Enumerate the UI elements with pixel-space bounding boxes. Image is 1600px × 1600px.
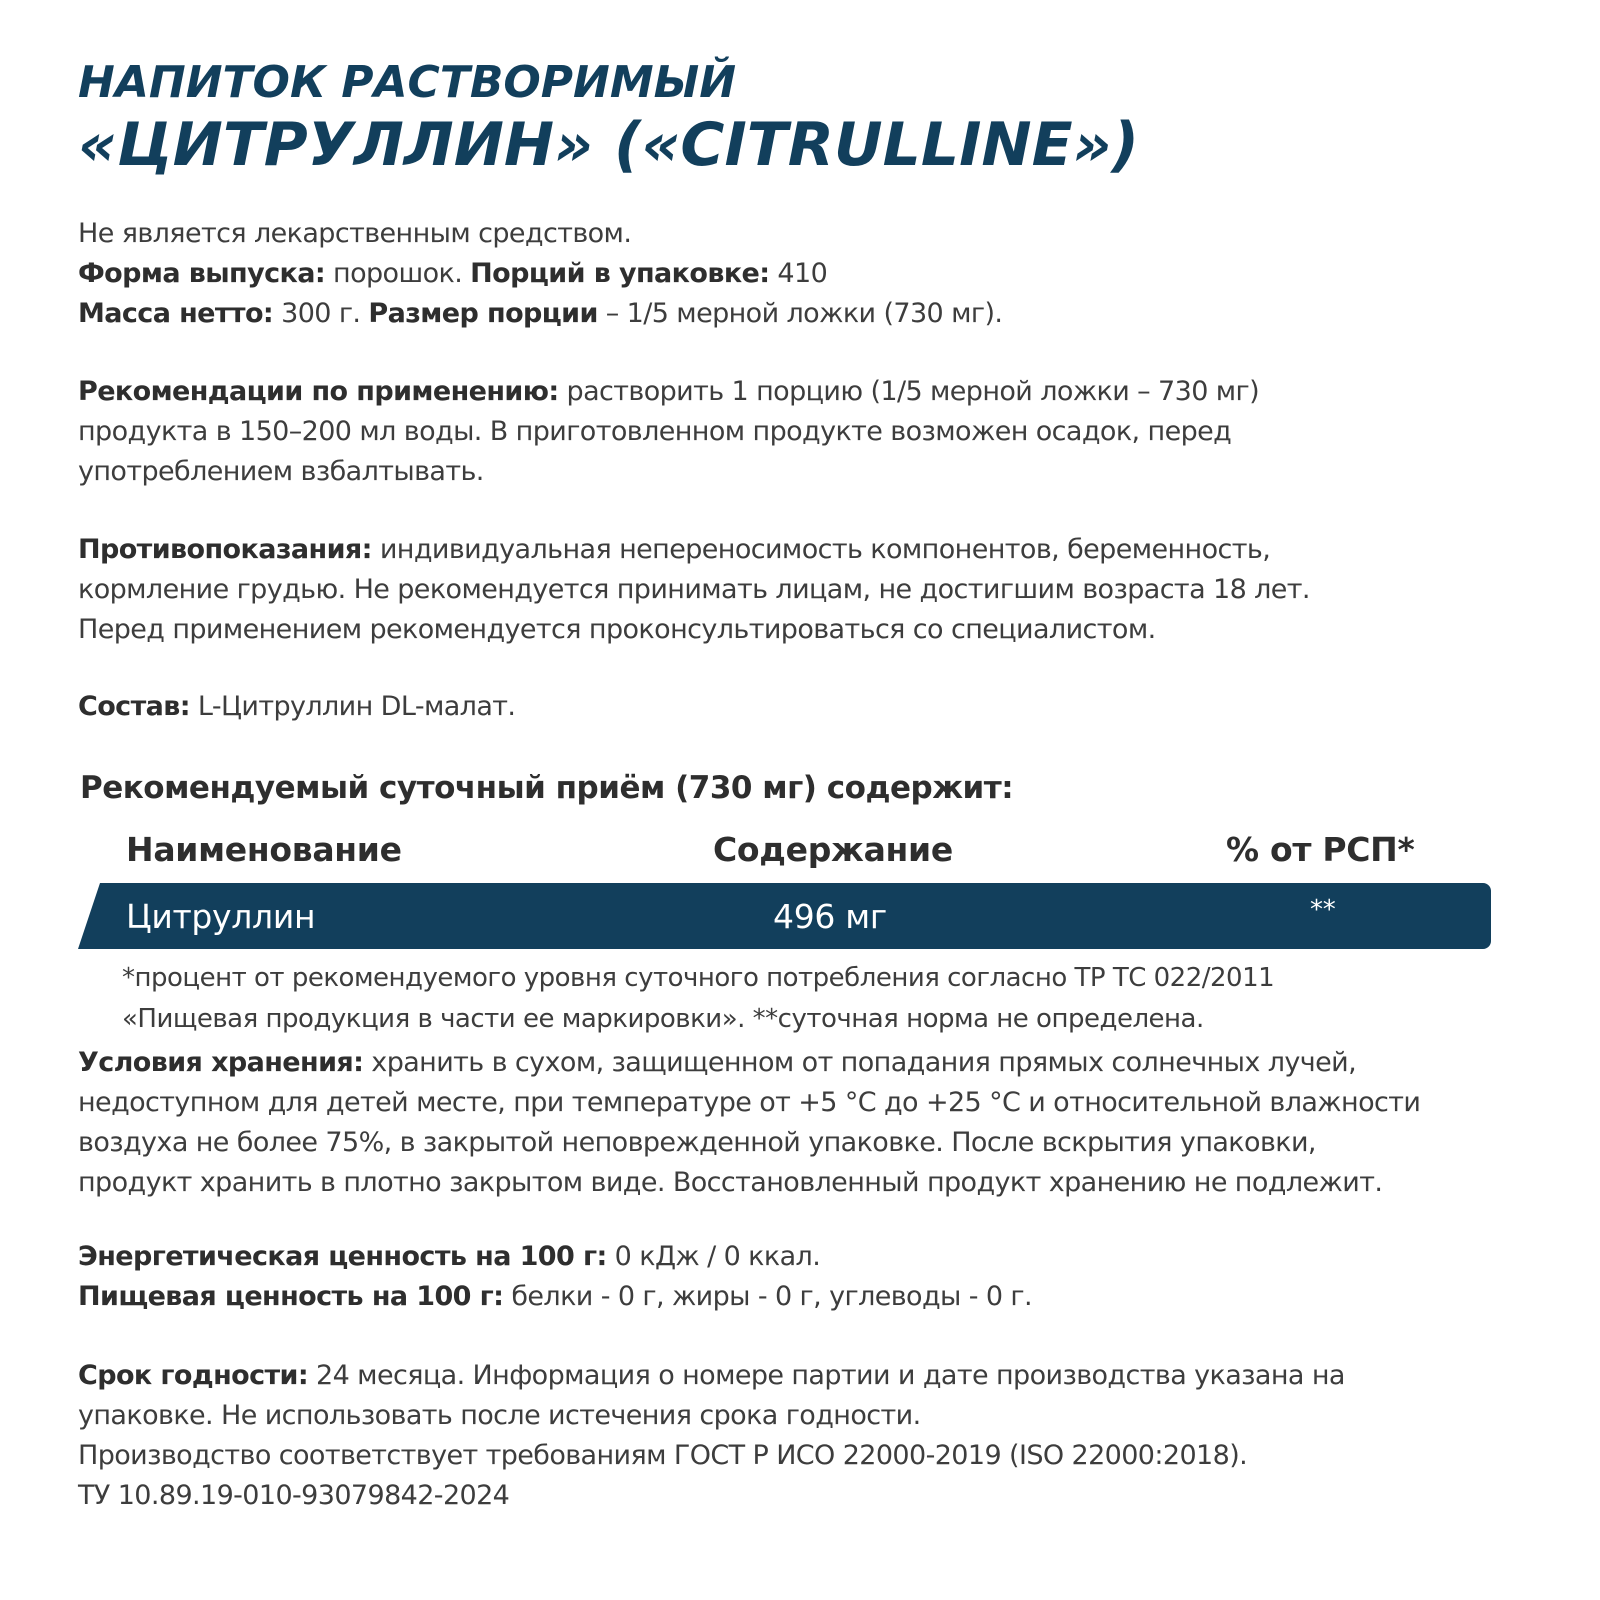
energy-value: 0 кДж / 0 ккал. — [606, 1241, 821, 1272]
contraindications-line-1 — [78, 530, 1558, 570]
composition-line — [78, 687, 1558, 727]
composition-section — [78, 687, 1558, 727]
table-header-content: Содержание — [713, 830, 953, 869]
storage-text-1: хранить в сухом, защищенном от попадания прямых солнечных лучей, — [363, 1047, 1357, 1078]
usage-label: Рекомендации по применению: — [78, 376, 559, 407]
storage-line-4: продукт хранить в плотно закрытом виде. Восстановленный продукт хранению не подлежит. — [78, 1167, 1383, 1198]
form-line — [78, 254, 1558, 294]
food-value-label: Пищевая ценность на 100 г: — [78, 1281, 504, 1312]
table-cell-name: Цитруллин — [126, 897, 316, 936]
product-title-line2: «ЦИТРУЛЛИН» («CITRULLINE») — [78, 109, 1140, 180]
usage-text-1: растворить 1 порцию (1/5 мерной ложки – 730 мг) — [558, 376, 1260, 407]
nutrition-section — [78, 1237, 1558, 1317]
table-cell-pct: ** — [1310, 895, 1336, 925]
shelf-life-section — [78, 1356, 1558, 1516]
table-cell-content: 496 мг — [773, 897, 887, 936]
storage-line-3: воздуха не более 75%, в закрытой неповрежденной упаковке. После вскрытия упаковки, — [78, 1127, 1316, 1158]
storage-section — [78, 1043, 1558, 1203]
usage-line-1 — [78, 372, 1558, 412]
portion-label: Размер порции — [368, 298, 598, 329]
usage-line-2: продукта в 150–200 мл воды. В приготовленном продукте возможен осадок, перед — [78, 416, 1232, 447]
shelf-life-label: Срок годности: — [78, 1360, 309, 1391]
contraindications-line-3: Перед применением рекомендуется проконсультироваться со специалистом. — [78, 614, 1156, 645]
product-title-line1: НАПИТОК РАСТВОРИМЫЙ — [78, 57, 737, 108]
form-label: Форма выпуска: — [78, 258, 326, 289]
table-header-name: Наименование — [126, 830, 402, 869]
portion-value: – 1/5 мерной ложки (730 мг). — [597, 298, 1003, 329]
storage-label: Условия хранения: — [78, 1047, 364, 1078]
net-label: Масса нетто: — [78, 298, 274, 329]
product-title — [78, 58, 1139, 180]
servings-label: Порций в упаковке: — [470, 258, 770, 289]
contraindications-text-1: индивидуальная непереносимость компонентов, беременность, — [371, 534, 1271, 565]
shelf-life-line-2: упаковке. Не использовать после истечения срока годности. — [78, 1400, 921, 1431]
shelf-life-line-1 — [78, 1356, 1558, 1396]
storage-line-2: недоступном для детей месте, при температуре от +5 °C до +25 °C и относительной влажности — [78, 1087, 1421, 1118]
usage-line-3: употреблением взбалтывать. — [78, 456, 484, 487]
intro-section — [78, 214, 1558, 334]
energy-line — [78, 1237, 1558, 1277]
food-value-text: белки - 0 г, жиры - 0 г, углеводы - 0 г. — [503, 1281, 1032, 1312]
energy-label: Энергетическая ценность на 100 г: — [78, 1241, 607, 1272]
usage-section — [78, 372, 1558, 492]
servings-value: 410 — [769, 258, 828, 289]
net-value: 300 г. — [273, 298, 369, 329]
form-value: порошок. — [325, 258, 471, 289]
food-value-line — [78, 1277, 1558, 1317]
not-medicine-note: Не является лекарственным средством. — [78, 218, 632, 249]
footnote-line-2: «Пищевая продукция в части ее маркировки». **суточная норма не определена. — [122, 1004, 1204, 1034]
shelf-life-text-1: 24 месяца. Информация о номере партии и дате производства указана на — [308, 1360, 1345, 1391]
composition-value: L-Цитруллин DL-малат. — [189, 691, 516, 722]
storage-line-1 — [78, 1043, 1558, 1083]
standard-line: Производство соответствует требованиям ГОСТ Р ИСО 22000-2019 (ISO 22000:2018). — [78, 1440, 1248, 1471]
footnote-line-1: *процент от рекомендуемого уровня суточного потребления согласно ТР ТС 022/2011 — [122, 963, 1275, 993]
table-header-pct: % от РСП* — [1226, 830, 1415, 869]
composition-label: Состав: — [78, 691, 190, 722]
table-footnote — [122, 958, 1542, 1040]
contraindications-line-2: кормление грудью. Не рекомендуется принимать лицам, не достигшим возраста 18 лет. — [78, 574, 1310, 605]
daily-intake-title: Рекомендуемый суточный приём (730 мг) содержит: — [80, 770, 1014, 806]
contraindications-label: Противопоказания: — [78, 534, 372, 565]
contraindications-section — [78, 530, 1558, 650]
net-line — [78, 294, 1558, 334]
tu-line: ТУ 10.89.19-010-93079842-2024 — [78, 1480, 510, 1511]
